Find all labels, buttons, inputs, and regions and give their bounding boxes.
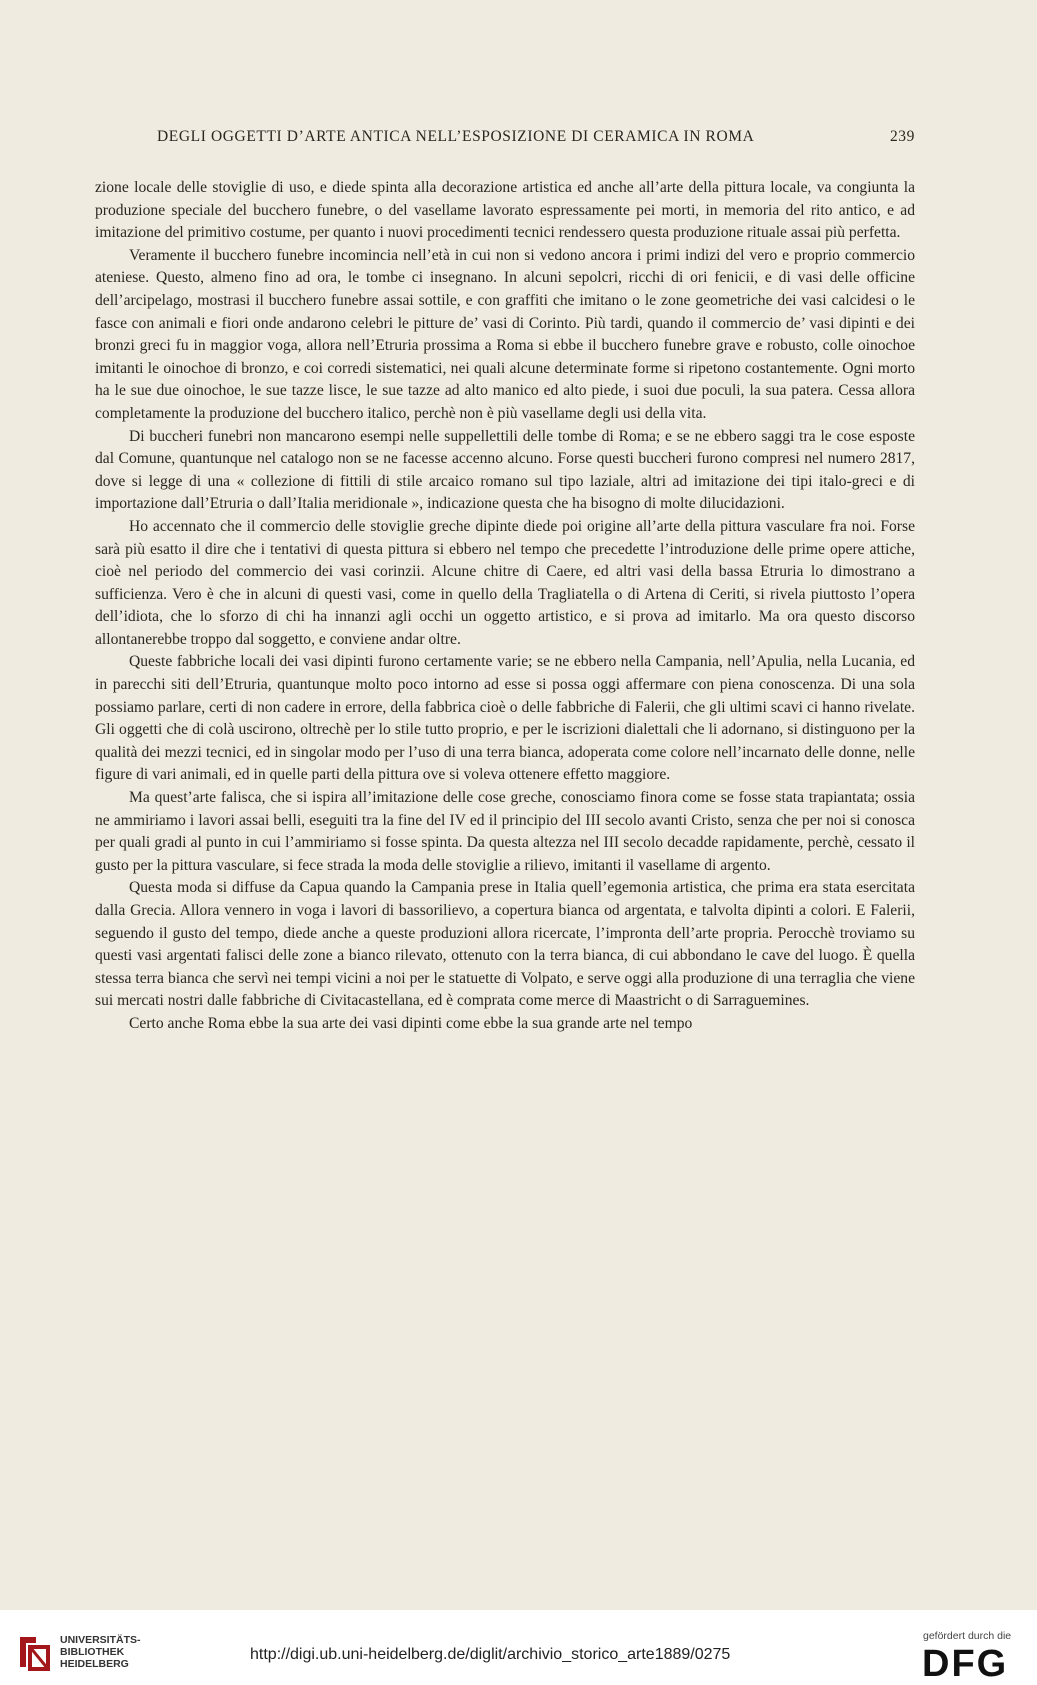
paragraph-6: Ma quest’arte falisca, che si ispira all’imitazione delle cose greche, conosciamo finora come se fosse stata trapiantata; ossia ne ammiriamo i lavori assai belli, eseguiti tra la fine del IV ed il principio del III secolo avanti Cristo, senza che per noi si conosca per quali gradi al punto in cui l’ammiriamo si fosse spinta. Da questa altezza nel III secolo decadde rapidamente, perchè, cessato il gusto per la pittura vasculare, si fece strada la moda delle stoviglie a rilievo, imitanti il vasellame di argento. <box>95 789 915 874</box>
running-header <box>95 128 915 154</box>
dfg-logo: DFG <box>922 1643 1009 1685</box>
paragraph-8: Certo anche Roma ebbe la sua arte dei vasi dipinti come ebbe la sua grande arte nel tempo <box>129 1014 693 1032</box>
running-title: DEGLI OGGETTI D’ARTE ANTICA NELL’ESPOSIZIONE DI CERAMICA IN ROMA <box>157 128 755 145</box>
paragraph-5: Queste fabbriche locali dei vasi dipinti furono certamente varie; se ne ebbero nella Campania, nell’Apulia, nella Lucania, ed in parecchi siti dell’Etruria, quantunque molto poco intorno ad esse si possa oggi affermare con piena conoscenza. Di una sola possiamo parlare, certi di non cadere in errore, della fabbrica cioè o delle fabbriche di Falerii, che gli ultimi scavi ci hanno rivelate. Gli oggetti che di colà uscirono, oltrechè per lo stile tutto proprio, e per le iscrizioni dialettali che li adornano, si distinguono per la qualità dei mezzi tecnici, ed in singolar modo per l’uso di una terra bianca, adoperata come colore nell’incarnato delle donne, nelle figure di vari animali, ed in quelle parti della pittura ove si voleva ottenere effetto maggiore. <box>95 653 915 784</box>
university-library-logo-icon <box>14 1633 54 1673</box>
paragraph-7: Questa moda si diffuse da Capua quando la Campania prese in Italia quell’egemonia artistica, che prima era stata esercitata dalla Grecia. Allora vennero in voga i lavori di bassorilievo, a copertura bianca od argentata, e talvolta dipinti a colori. E Falerii, seguendo il gusto del tempo, diede anche a queste produzioni allora ricercate, l’impronta dell’arte propria. Perocchè troviamo su questi vasi argentati falisci delle zone a bianco rilevato, ottenuto con la terra bianca, di cui abbondano le cave del luogo. È quella stessa terra bianca che servì nei tempi vicini a noi per le statuette di Volpato, e serve oggi alla produzione di una terraglia che viene sui mercati nostri dalle fabbriche di Civitacastellana, ed è comprata come merce di Maastricht o di Sarraguemines. <box>95 879 915 1010</box>
source-url-link[interactable]: http://digi.ub.uni-heidelberg.de/diglit/archivio_storico_arte1889/0275 <box>250 1646 731 1663</box>
university-library-name <box>60 1634 141 1670</box>
library-line-3: HEIDELBERG <box>60 1658 129 1670</box>
library-line-2: BIBLIOTHEK <box>60 1646 125 1658</box>
library-line-1: UNIVERSITÄTS- <box>60 1634 141 1646</box>
paragraph-4: Ho accennato che il commercio delle stoviglie greche dipinte diede poi origine all’arte della pittura vasculare fra noi. Forse sarà più esatto il dire che i tentativi di questa pittura si ebbero nel tempo che precedette l’introduzione delle prime opere attiche, cioè nel periodo del commercio dei vasi corinzii. Alcune chitre di Caere, ed altri vasi della bassa Etruria lo dimostrano a sufficienza. Vero è che in alcuni di questi vasi, come in quello della Tragliatella o di Artena di Ceriti, si rivela piuttosto l’opera dell’idiota, che lo sforzo di chi ha innanzi agli occhi un oggetto artistico, e si prova ad imitarlo. Ma ora questo discorso allontanerebbe troppo dal soggetto, e conviene andar oltre. <box>95 517 915 648</box>
paragraph-2: Veramente il bucchero funebre incomincia nell’età in cui non si vedono ancora i primi indizi del vero e proprio commercio ateniese. Questo, almeno fino ad ora, le tombe ci insegnano. In alcuni sepolcri, ricchi di ori fenicii, e di vasi delle officine dell’arcipelago, mostrasi il bucchero funebre assai sottile, e con graffiti che imitano o le zone geometriche dei vasi calcidesi o le fasce con animali e fiori onde andarono celebri le pitture de’ vasi di Corinto. Più tardi, quando il commercio de’ vasi dipinti e dei bronzi greci fu in maggior voga, allora nell’Etruria prossima a Roma si ebbe il bucchero funebre grave e robusto, colle oinochoe imitanti le oinochoe di bronzo, e coi corredi sistematici, nei quali alcune determinate forme si ripetono costantemente. Ogni morto ha le sue due oinochoe, le sue tazze lisce, le sue tazze ad alto manico ed alto piede, i suoi due poculi, la sua patera. Cessa allora completamente la produzione del bucchero italico, perchè non è più vasellame degli usi della vita. <box>95 246 915 422</box>
body-text <box>95 177 915 1036</box>
paragraph-3: Di buccheri funebri non mancarono esempi nelle suppellettili delle tombe di Roma; e se ne ebbero saggi tra le cose esposte dal Comune, quantunque nel catalogo non se ne facesse accenno alcuno. Forse questi buccheri furono compresi nel numero 2817, dove si legge di una « collezione di fittili di stile arcaico romano sul tipo laziale, altri ad imitazione dei tipi italo-greci e di importazione dall’Etruria o dall’Italia meridionale », indicazione questa che ha bisogno di molte dilucidazioni. <box>95 427 915 513</box>
paragraph-1: zione locale delle stoviglie di uso, e diede spinta alla decorazione artistica ed anche all’arte della pittura locale, va congiunta la produzione speciale del bucchero funebre, o del vasellame lavorato espressamente pei morti, in memoria del rito antico, e ad imitazione del primitivo costume, per quanto i nuovi procedimenti tecnici rendessero questa produzione rituale assai più perfetta. <box>95 179 915 242</box>
page-number: 239 <box>889 128 915 145</box>
funding-caption: gefördert durch die <box>923 1630 1012 1642</box>
digitization-footer <box>0 1610 1037 1685</box>
